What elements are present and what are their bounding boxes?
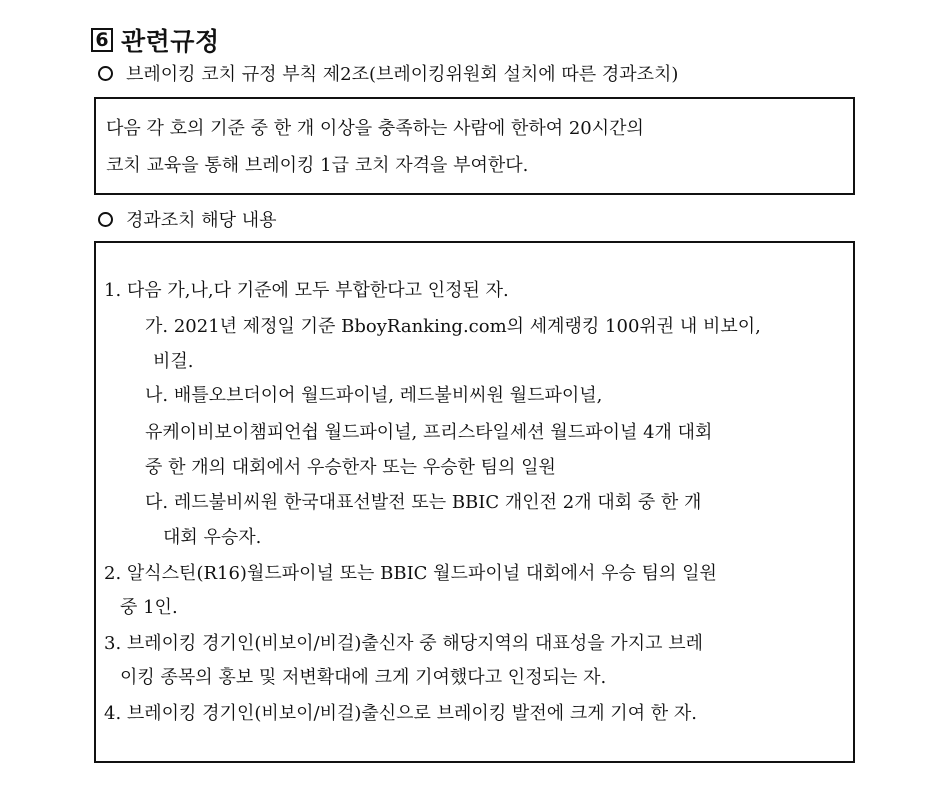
rule-heading: 브레이킹 코치 규정 부칙 제2조(브레이킹위원회 설치에 따른 경과조치) — [126, 64, 679, 85]
item-1a-line-2: 비걸. — [153, 351, 194, 372]
circle-bullet-icon — [98, 212, 113, 227]
item-2-line-1: 2. 알식스틴(R16)월드파이널 또는 BBIC 월드파이널 대회에서 우승 팀의 일원 — [104, 563, 717, 584]
section-title: 관련규정 — [121, 27, 220, 56]
rule-heading-line — [98, 60, 678, 86]
item-1c-line-1: 다. 레드불비씨원 한국대표선발전 또는 BBIC 개인전 2개 대회 중 한 개 — [145, 492, 702, 513]
item-3-line-2: 이킹 종목의 홍보 및 저변확대에 크게 기여했다고 인정되는 자. — [120, 667, 607, 688]
item-1: 1. 다음 가,나,다 기준에 모두 부합한다고 인정된 자. — [104, 280, 509, 301]
item-1c-line-2: 대회 우승자. — [163, 527, 262, 548]
section-number-box: 6 — [91, 28, 113, 52]
item-1b-line-3: 중 한 개의 대회에서 우승한자 또는 우승한 팀의 일원 — [145, 457, 556, 478]
rule-text-box — [94, 97, 855, 195]
transition-heading: 경과조치 해당 내용 — [126, 210, 277, 231]
section-heading — [91, 24, 220, 56]
circle-bullet-icon — [98, 66, 113, 81]
transition-heading-line — [98, 206, 277, 232]
rule-text-line-2: 코치 교육을 통해 브레이킹 1급 코치 자격을 부여한다. — [106, 155, 529, 176]
item-4: 4. 브레이킹 경기인(비보이/비걸)출신으로 브레이킹 발전에 크게 기여 한 자. — [104, 703, 698, 724]
rule-text-line-1: 다음 각 호의 기준 중 한 개 이상을 충족하는 사람에 한하여 20시간의 — [106, 118, 644, 139]
item-1b-line-2: 유케이비보이챔피언쉽 월드파이널, 프리스타일세션 월드파이널 4개 대회 — [145, 422, 713, 443]
item-2-line-2: 중 1인. — [120, 597, 178, 618]
item-1b-line-1: 나. 배틀오브더이어 월드파이널, 레드불비씨원 월드파이널, — [145, 385, 603, 406]
item-1a-line-1: 가. 2021년 제정일 기준 BboyRanking.com의 세계랭킹 100위권 내 비보이, — [145, 316, 761, 337]
item-3-line-1: 3. 브레이킹 경기인(비보이/비걸)출신자 중 해당지역의 대표성을 가지고 브레 — [104, 633, 703, 654]
